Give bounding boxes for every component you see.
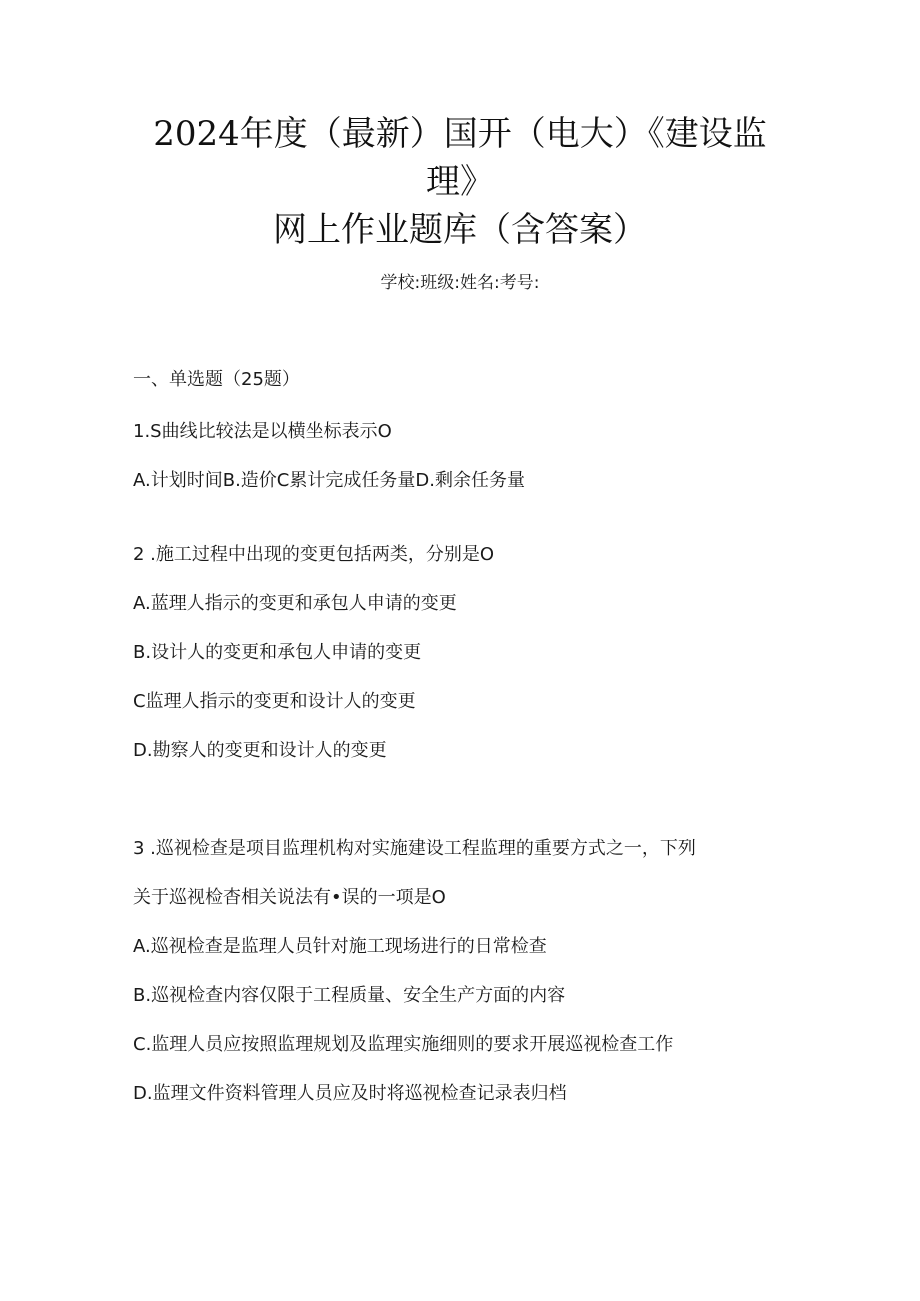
question-1-options: A.计划时间B.造价C累计完成任务量D.剩余任务量: [133, 470, 525, 491]
question-3-option-d: D.监理文件资料管理人员应及时将巡视检查记录表归档: [133, 1083, 567, 1104]
document-title-line-3: 网上作业题库（含答案）: [273, 210, 647, 250]
question-2-stem: 2 .施工过程中出现的变更包括两类，分别是O: [133, 544, 495, 565]
question-2-option-b: B.设计人的变更和承包人申请的变更: [133, 642, 422, 663]
question-2-option-a: A.蓝理人指示的变更和承包人申请的变更: [133, 593, 457, 614]
section-heading: 一、单选题（25题）: [133, 369, 300, 390]
question-2-option-d: D.勘察人的变更和设计人的变更: [133, 740, 387, 761]
question-3-stem-line-2: 关于巡视检杳相关说法有•误的一项是O: [133, 887, 446, 908]
question-3-option-a: A.巡视检查是监理人员针对施工现场进行的日常检查: [133, 936, 547, 957]
student-info-line: 学校:班级:姓名:考号:: [380, 273, 540, 293]
question-1-stem: 1.S曲线比较法是以横坐标表示O: [133, 421, 392, 442]
question-2-option-c: C监理人指示的变更和设计人的变更: [133, 691, 416, 712]
question-3-option-c: C.监理人员应按照监理规划及监理实施细则的要求开展巡视检查工作: [133, 1034, 674, 1055]
question-3-option-b: B.巡视检查内容仅限于工程质量、安全生产方面的内容: [133, 985, 566, 1006]
question-3-stem-line-1: 3 .巡视检查是项目监理机构对实施建设工程监理的重要方式之一，下列: [133, 838, 696, 859]
document-title-line-2: 理》: [426, 162, 494, 202]
document-title-line-1: 2024年度（最新）国开（电大）《建设监: [153, 114, 767, 154]
